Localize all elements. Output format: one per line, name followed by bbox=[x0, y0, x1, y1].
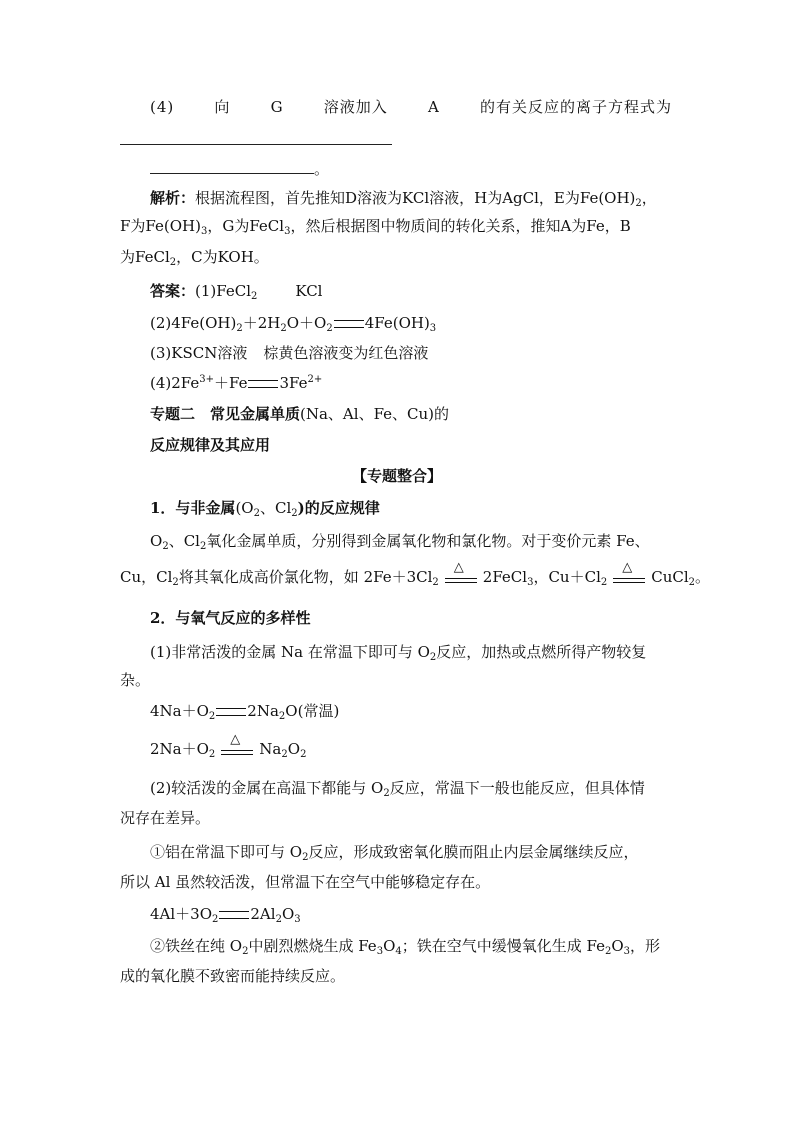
s2-equation-1: $4Na+O_2$ $2Na_2O$(常温) bbox=[150, 702, 340, 722]
answer-blank bbox=[150, 159, 314, 174]
equals-sign bbox=[334, 320, 364, 328]
question-number: (4) bbox=[150, 98, 175, 116]
section-heading: 【专题整合】 bbox=[351, 467, 442, 485]
question-text-3: 溶液加入 bbox=[323, 98, 388, 116]
s1-para-line-2: Cu，$Cl_2$将其氧化成高价氯化物，如 $2Fe+3Cl_2$ △ 2FeCl$_3$，$Cu+Cl_2$ △ CuCl$_2$。 bbox=[120, 560, 711, 588]
heat-equals-sign bbox=[613, 560, 645, 589]
s2-para2-line-1: (2)较活泼的金属在高温下都能与 $O_2$反应，常温下一般也能反应，但具体情 bbox=[150, 779, 645, 799]
answer-label: 答案： bbox=[150, 282, 196, 300]
analysis-line-2: F为$Fe(OH)_3$，G为FeCl$_3$，然后根据图中物质间的转化关系，推知A为Fe，B bbox=[120, 217, 631, 237]
s2-para3-line-1: ①铝在常温下即可与 $O_2$反应，形成致密氧化膜而阻止内层金属继续反应， bbox=[150, 843, 639, 863]
equals-sign bbox=[216, 708, 246, 716]
s2-para3-line-2: 所以 Al 虽然较活泼，但常温下在空气中能够稳定存在。 bbox=[120, 873, 491, 891]
s1-title: 1．与非金属($O_2$、$Cl_2$)的反应规律 bbox=[150, 499, 380, 519]
heat-equals-sign bbox=[445, 560, 477, 589]
analysis-line-1: 解析：根据流程图，首先推知D溶液为KCl溶液，H为AgCl，E为$Fe(OH)_2$， bbox=[150, 189, 657, 209]
s2-title: 2．与氧气反应的多样性 bbox=[150, 609, 311, 627]
answer-line-3: (3)KSCN溶液 棕黄色溶液变为红色溶液 bbox=[150, 344, 429, 362]
s2-para2-line-2: 况存在差异。 bbox=[120, 809, 211, 827]
s2-para4-line-2: 成的氧化膜不致密而能持续反应。 bbox=[120, 967, 346, 985]
s2-equation-2: $2Na+O_2$ △ $Na_2O_2$ bbox=[150, 732, 307, 760]
delta-icon: △ bbox=[622, 560, 633, 575]
answer-line-1: 答案：(1)FeCl$_2$ KCl bbox=[150, 282, 323, 302]
equals-sign bbox=[248, 380, 278, 388]
topic-title-line-2: 反应规律及其应用 bbox=[150, 436, 271, 454]
analysis-label: 解析： bbox=[150, 189, 196, 207]
answer-line-4: $(4)2Fe^{3+}+Fe$ $3Fe^{2+}$ bbox=[150, 374, 323, 392]
topic-title-line-1: 专题二 常见金属单质(Na、Al、Fe、Cu)的 bbox=[150, 405, 450, 423]
question-text-1: 向 bbox=[214, 98, 231, 116]
question-text-2: G bbox=[270, 98, 284, 116]
question-text-5: 的有关反应的离子方程式为 bbox=[479, 98, 672, 116]
analysis-line-3: 为FeCl$_2$，C为KOH。 bbox=[120, 248, 269, 268]
delta-icon: △ bbox=[230, 732, 241, 747]
s2-para4-line-1: ②铁丝在纯 $O_2$中剧烈燃烧生成 $Fe_3O_4$；铁在空气中缓慢氧化生成 $Fe_2O_3$，形 bbox=[150, 937, 661, 957]
delta-icon: △ bbox=[453, 560, 464, 575]
s2-para1-line-1: (1)非常活泼的金属 Na 在常温下即可与 $O_2$反应，加热或点燃所得产物较复 bbox=[150, 643, 647, 663]
question-text-4: A bbox=[427, 98, 440, 116]
question-4-line bbox=[150, 96, 672, 118]
s2-equation-3: $4Al+3O_2$ $2Al_2O_3$ bbox=[150, 905, 301, 925]
s2-para1-line-2: 杂。 bbox=[120, 671, 151, 689]
answer-blank-line-2: 。 bbox=[150, 158, 329, 180]
heat-equals-sign bbox=[221, 732, 253, 761]
s1-para-line-1: $O_2$、$Cl_2$氧化金属单质，分别得到金属氧化物和氯化物。对于变价元素 Fe、 bbox=[150, 532, 650, 552]
answer-blank-line-1 bbox=[120, 144, 392, 145]
answer-line-2: $(2)4Fe(OH)_2+2H_2O+O_2$ $4Fe(OH)_3$ bbox=[150, 314, 437, 334]
equals-sign bbox=[219, 911, 249, 919]
